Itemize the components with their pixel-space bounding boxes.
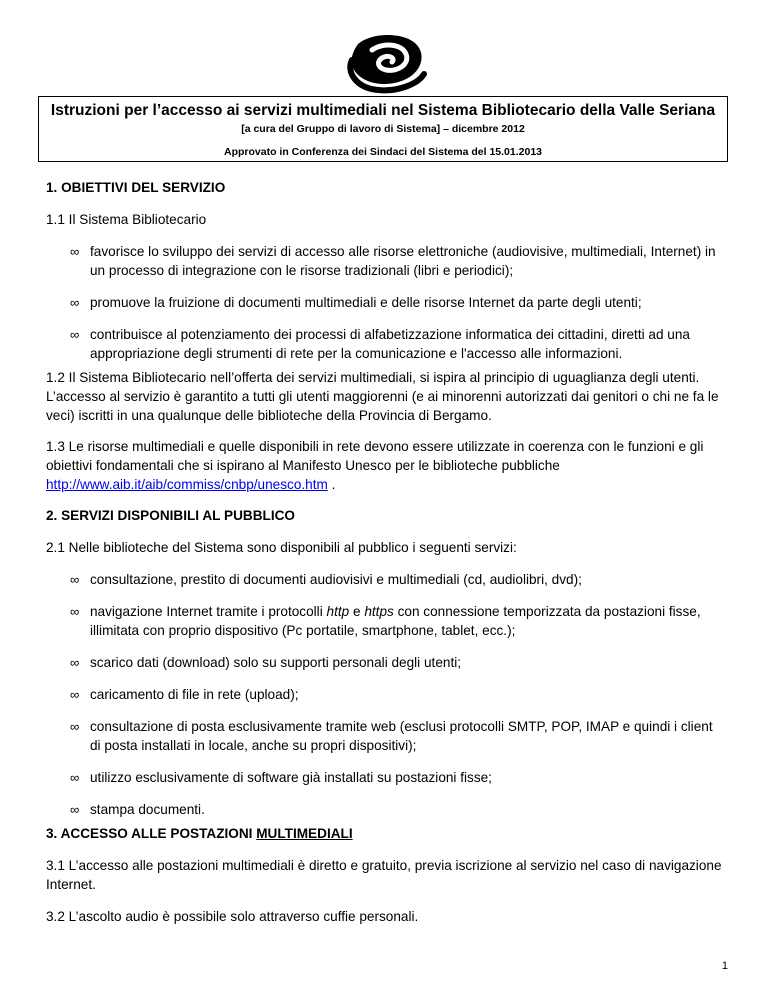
list-item: ∞ contribuisce al potenziamento dei processi di alfabetizzazione informatica dei cittadini, diretti ad una appropriazione degli strumenti di rete per la comunicazione e l'accesso alle informazioni.: [70, 327, 690, 361]
section-3-heading: 3. ACCESSO ALLE POSTAZIONI MULTIMEDIALI: [46, 826, 353, 841]
unesco-manifesto-link[interactable]: http://www.aib.it/aib/commiss/cnbp/unesco.htm: [46, 477, 328, 492]
document-body: [46, 178, 726, 926]
section-2-bullet-list: [46, 570, 726, 819]
library-system-logo: [338, 30, 428, 94]
list-item: ∞ utilizzo esclusivamente di software già installati su postazioni fisse;: [70, 770, 492, 785]
paragraph-2-1: 2.1 Nelle biblioteche del Sistema sono disponibili al pubblico i seguenti servizi:: [46, 540, 517, 555]
document-subtitle: [a cura del Gruppo di lavoro di Sistema] – dicembre 2012: [241, 123, 525, 135]
section-1-heading: 1. OBIETTIVI DEL SERVIZIO: [46, 180, 226, 195]
list-item: ∞ scarico dati (download) solo su supporti personali degli utenti;: [70, 655, 462, 670]
approval-note: Approvato in Conferenza dei Sindaci del Sistema del 15.01.2013: [223, 146, 543, 158]
list-item: ∞ caricamento di file in rete (upload);: [70, 687, 299, 702]
list-item: ∞ consultazione di posta esclusivamente tramite web (esclusi protocolli SMTP, POP, IMAP e quindi i client di posta installati in locale, anche su propri dispositivi);: [70, 719, 713, 753]
list-item: ∞ promuove la fruizione di documenti multimediali e delle risorse Internet da parte degli utenti;: [70, 295, 642, 310]
bullet-icon: ∞: [70, 327, 80, 342]
bullet-icon: ∞: [70, 770, 80, 785]
title-box: [38, 96, 728, 162]
page-number: 1: [721, 960, 728, 972]
list-item: ∞ navigazione Internet tramite i protocolli http e https con connessione temporizzata da postazioni fisse, illimitata con proprio dispositivo (Pc portatile, smartphone, tablet, ecc.);: [70, 604, 701, 638]
bullet-icon: ∞: [70, 802, 80, 817]
paragraph-1-2: 1.2 Il Sistema Bibliotecario nell’offerta dei servizi multimediali, si ispira al principio di uguaglianza degli utenti. L’accesso al servizio è garantito a tutti gli utenti maggiorenni (e ai minorenni autorizzati dai genitori o chi ne fa le veci) iscritti in una qualunque delle biblioteche della Provincia di Bergamo.: [46, 370, 719, 423]
bullet-icon: ∞: [70, 572, 80, 587]
document-title: Istruzioni per l’accesso ai servizi multimediali nel Sistema Bibliotecario della Valle Seriana: [50, 102, 716, 119]
bullet-icon: ∞: [70, 687, 80, 702]
bullet-icon: ∞: [70, 719, 80, 734]
list-item: ∞ favorisce lo sviluppo dei servizi di accesso alle risorse elettroniche (audiovisive, multimediali, Internet) in un processo di integrazione con le risorse tradizionali (libri e periodici);: [70, 244, 716, 278]
section-1-bullet-list: [46, 242, 726, 363]
paragraph-1-3: 1.3 Le risorse multimediali e quelle disponibili in rete devono essere utilizzate in coerenza con le funzioni e gli obiettivi fondamentali che si ispirano al Manifesto Unesco per le biblioteche pubbliche http://www.aib.it/aib/commiss/cnbp/unesco.htm .: [46, 439, 704, 492]
list-item: ∞ consultazione, prestito di documenti audiovisivi e multimediali (cd, audiolibri, dvd);: [70, 572, 582, 587]
paragraph-3-2: 3.2 L’ascolto audio è possibile solo attraverso cuffie personali.: [46, 909, 419, 924]
list-item: ∞ stampa documenti.: [70, 802, 205, 817]
bullet-icon: ∞: [70, 244, 80, 259]
paragraph-1-1: 1.1 Il Sistema Bibliotecario: [46, 212, 207, 227]
section-2-heading: 2. SERVIZI DISPONIBILI AL PUBBLICO: [46, 508, 296, 523]
bullet-icon: ∞: [70, 604, 80, 619]
bullet-icon: ∞: [70, 655, 80, 670]
paragraph-3-1: 3.1 L’accesso alle postazioni multimediali è diretto e gratuito, previa iscrizione al servizio nel caso di navigazione Internet.: [46, 858, 722, 892]
bullet-icon: ∞: [70, 295, 80, 310]
